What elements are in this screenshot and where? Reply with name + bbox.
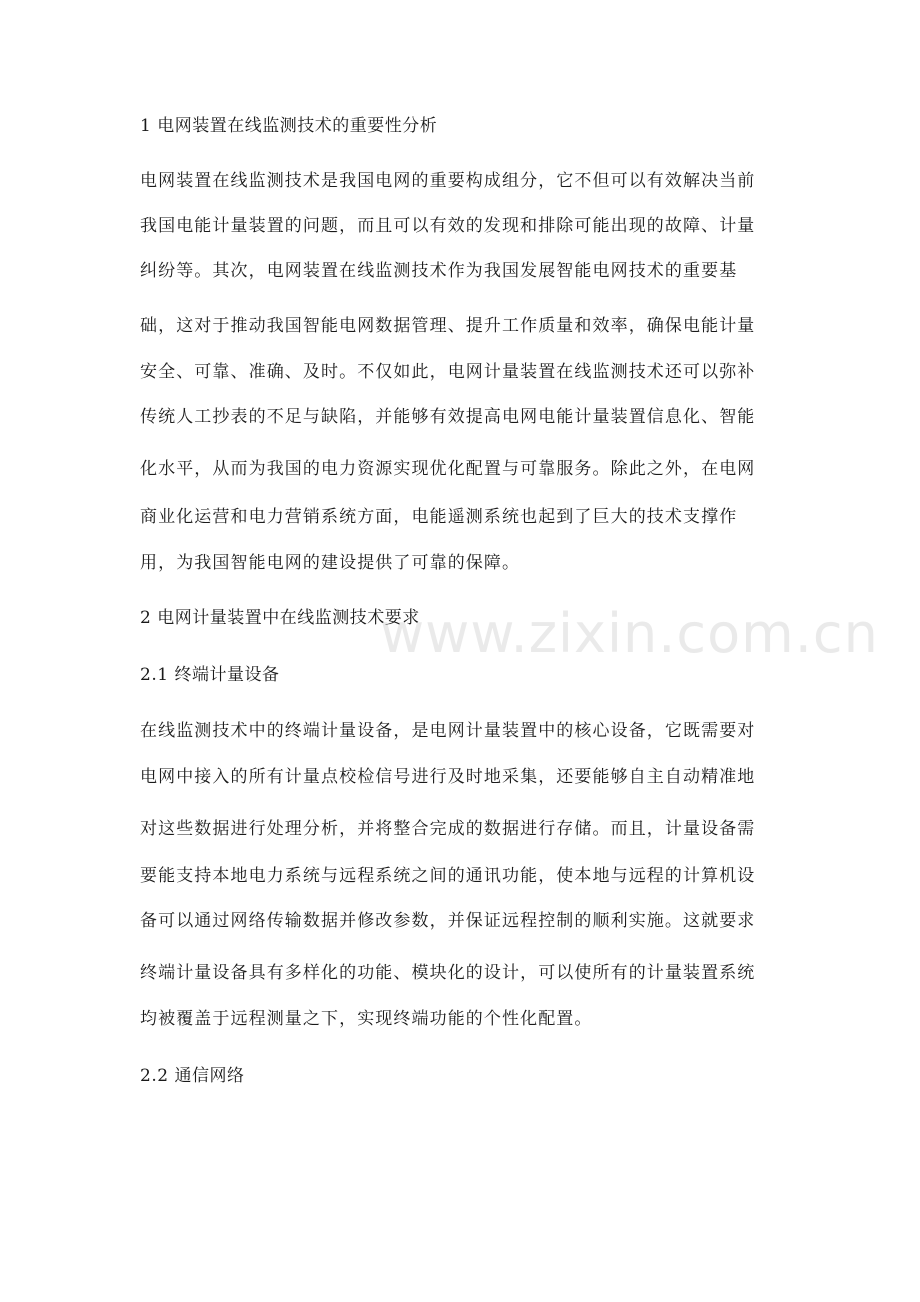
section-heading-2-2: 2.2 通信网络 (140, 1066, 245, 1086)
paragraph-line: 安全、可靠、准确、及时。不仅如此，电网计量装置在线监测技术还可以弥补 (140, 362, 756, 382)
paragraph-line: 商业化运营和电力营销系统方面，电能遥测系统也起到了巨大的技术支撑作 (140, 507, 738, 527)
section-heading-2-1: 2.1 终端计量设备 (140, 665, 280, 685)
paragraph-line: 对这些数据进行处理分析，并将整合完成的数据进行存储。而且，计量设备需 (140, 819, 756, 839)
paragraph-line: 纠纷等。其次，电网装置在线监测技术作为我国发展智能电网技术的重要基 (140, 261, 738, 281)
paragraph-line: 传统人工抄表的不足与缺陷，并能够有效提高电网电能计量装置信息化、智能 (140, 407, 756, 427)
paragraph-line: 础，这对于推动我国智能电网数据管理、提升工作质量和效率，确保电能计量 (140, 316, 756, 336)
paragraph-line: 备可以通过网络传输数据并修改参数，并保证远程控制的顺利实施。这就要求 (140, 911, 756, 931)
paragraph-line: 在线监测技术中的终端计量设备，是电网计量装置中的核心设备，它既需要对 (140, 721, 756, 741)
paragraph-line: 要能支持本地电力系统与远程系统之间的通讯功能，使本地与远程的计算机设 (140, 866, 756, 886)
paragraph-line: 电网装置在线监测技术是我国电网的重要构成组分，它不但可以有效解决当前 (140, 171, 756, 191)
section-heading-1: 1 电网装置在线监测技术的重要性分析 (140, 116, 438, 136)
paragraph-line: 均被覆盖于远程测量之下，实现终端功能的个性化配置。 (140, 1009, 593, 1029)
paragraph-line: 终端计量设备具有多样化的功能、模块化的设计，可以使所有的计量装置系统 (140, 963, 756, 983)
watermark: www.zixin.com.cn (380, 602, 879, 665)
paragraph-line: 用，为我国智能电网的建设提供了可靠的保障。 (140, 553, 521, 573)
paragraph-line: 化水平，从而为我国的电力资源实现优化配置与可靠服务。除此之外，在电网 (140, 459, 756, 479)
paragraph-line: 我国电能计量装置的问题，而且可以有效的发现和排除可能出现的故障、计量 (140, 216, 756, 236)
paragraph-line: 电网中接入的所有计量点校检信号进行及时地采集，还要能够自主自动精准地 (140, 767, 756, 787)
section-heading-2: 2 电网计量装置中在线监测技术要求 (140, 608, 420, 628)
